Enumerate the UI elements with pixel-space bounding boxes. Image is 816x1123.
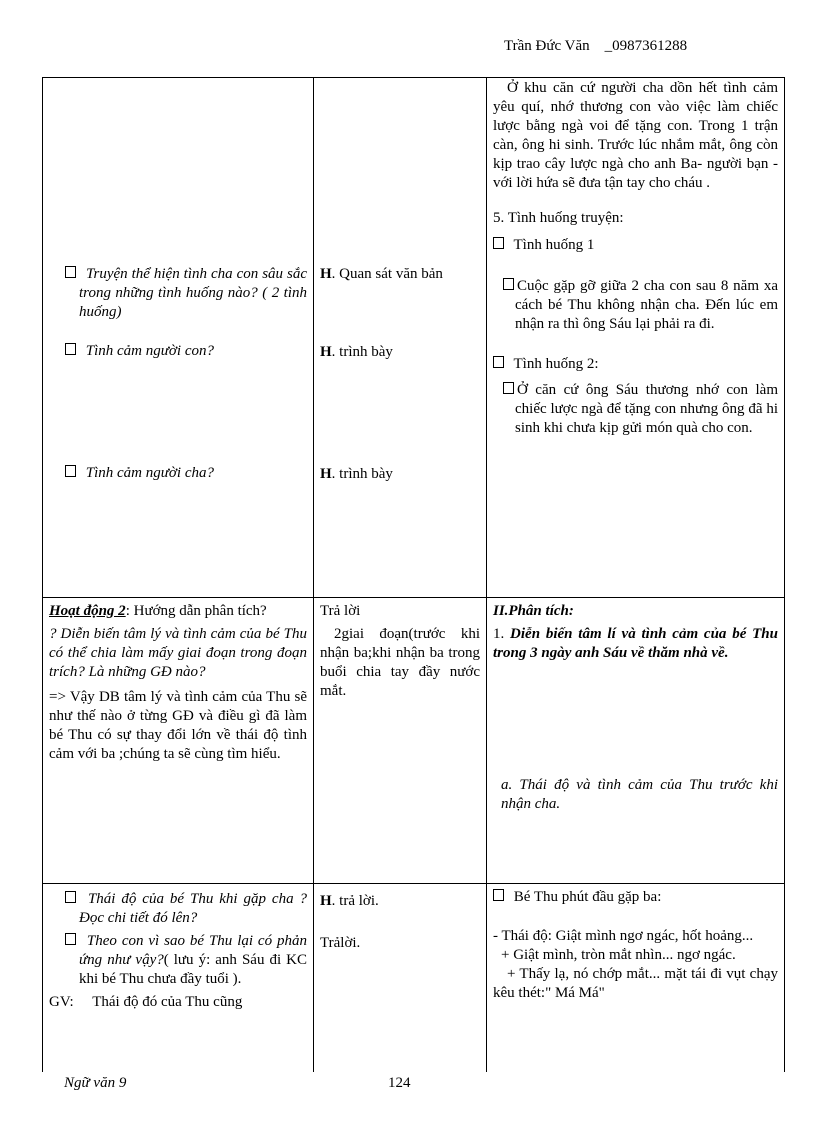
answer-present-1: H. trình bày: [320, 344, 393, 360]
checkbox-icon: [65, 266, 76, 278]
detail-line-1: + Giật mình, tròn mắt nhìn... ngơ ngác.: [501, 947, 736, 963]
father-paragraph: Ở khu căn cứ người cha dồn hết tình cảm yêu quí, nhớ thương con vào việc làm chiếc lược bằng ngà voi để tặng con. Trong 1 trận càn, ông hi sinh. Trước lúc nhắm mắt, ông còn kịp trao cây lược ngà cho anh Ba- người bạn - với lời hứa sẽ đưa tận tay cho cháu .: [493, 80, 778, 191]
checkbox-icon: [503, 382, 514, 394]
lesson-table: [42, 77, 785, 1072]
situation-1-detail: Cuộc gặp gỡ giữa 2 cha con sau 8 năm xa cách bé Thu không nhận cha. Đến lúc em nhận ra thì ông Sáu lại phải ra đi.: [493, 277, 778, 334]
checkbox-icon: [493, 356, 504, 368]
question-reason: Theo con vì sao bé Thu lại có phản ứng như vậy?( lưu ý: anh Sáu đi KC khi bé Thu chưa đầy tuổi ).: [49, 932, 307, 989]
detail-line-2: + Thấy lạ, nó chớp mắt... mặt tái đi vụt chạy kêu thét:" Má Má": [493, 966, 778, 1001]
phone-number: _0987361288: [604, 38, 688, 54]
row1-col2: [314, 78, 487, 598]
checkbox-icon: [65, 933, 76, 945]
stage-question: ? Diễn biến tâm lý và tình cảm của bé Thu có thể chia làm mấy giai đoạn trong đoạn trích? Là những GĐ nào?: [49, 626, 307, 680]
table-row: [43, 78, 785, 598]
row3-col2: [314, 884, 487, 1072]
checkbox-icon: [65, 891, 76, 903]
page-number: 124: [388, 1075, 411, 1091]
answer-present-2: H. trình bày: [320, 466, 393, 482]
row1-col1: [43, 78, 314, 598]
row2-col1: [43, 598, 314, 884]
row3-col1: [43, 884, 314, 1072]
question-father-feelings: Tình cảm người cha?: [49, 464, 307, 483]
question-situations: Truyện thể hiện tình cha con sâu sắc trong những tình huống nào? ( 2 tình huống): [49, 265, 307, 322]
row2-col3: [487, 598, 785, 884]
checkbox-icon: [503, 278, 514, 290]
situation-1: Tình huống 1: [493, 236, 778, 255]
answer-reply-2: Trảlời.: [320, 935, 361, 951]
situation-2-detail: Ở căn cứ ông Sáu thương nhớ con làm chiếc lược ngà để tặng con nhưng ông đã hi sinh khi chưa kịp gửi món quà cho con.: [493, 381, 778, 438]
question-child-feelings: Tình cảm người con?: [49, 342, 307, 361]
subsection-a: a. Thái độ và tình cảm của Thu trước khi nhận cha.: [501, 777, 778, 812]
answer-reply: H. trả lời.: [320, 893, 379, 909]
checkbox-icon: [493, 889, 504, 901]
teacher-note: GV: Thái độ đó của Thu cũng: [49, 994, 243, 1010]
row2-col2: [314, 598, 487, 884]
stage-answer: 2giai đoạn(trước khi nhận ba;khi nhận ba trong buổi chia tay đầy nước mắt.: [320, 626, 480, 699]
footer-subject: Ngữ văn 9: [64, 1075, 127, 1091]
first-meeting-heading: Bé Thu phút đầu gặp ba:: [493, 888, 778, 907]
checkbox-icon: [65, 465, 76, 477]
section-5-title: 5. Tình huống truyện:: [493, 210, 624, 226]
table-row: [43, 884, 785, 1072]
author-name: Trần Đức Văn: [504, 38, 590, 54]
checkbox-icon: [65, 343, 76, 355]
question-attitude: Thái độ của bé Thu khi gặp cha ?Đọc chi tiết đó lên?: [49, 890, 307, 928]
analysis-heading: II.Phân tích:: [493, 603, 574, 619]
row1-col3: [487, 78, 785, 598]
page-header: [504, 38, 687, 55]
transition-note: => Vậy DB tâm lý và tình cảm của Thu sẽ như thế nào ở từng GĐ và điều gì đã làm bé Thu có sự thay đổi lớn về thái độ tình cảm với ba ;chúng ta sẽ cùng tìm hiểu.: [49, 689, 307, 762]
checkbox-icon: [493, 237, 504, 249]
section-1-title: 1. Diễn biến tâm lí và tình cảm của bé Thu trong 3 ngày anh Sáu về thăm nhà về.: [493, 626, 778, 661]
answer-label: Trả lời: [320, 603, 361, 619]
table-row: [43, 598, 785, 884]
row3-col3: [487, 884, 785, 1072]
attitude-line: - Thái độ: Giật mình ngơ ngác, hốt hoảng...: [493, 928, 754, 944]
situation-2: Tình huống 2:: [493, 355, 778, 374]
activity-2-heading: Hoạt động 2: Hướng dẫn phân tích?: [49, 603, 267, 619]
answer-observe: H. Quan sát văn bản: [320, 266, 443, 282]
